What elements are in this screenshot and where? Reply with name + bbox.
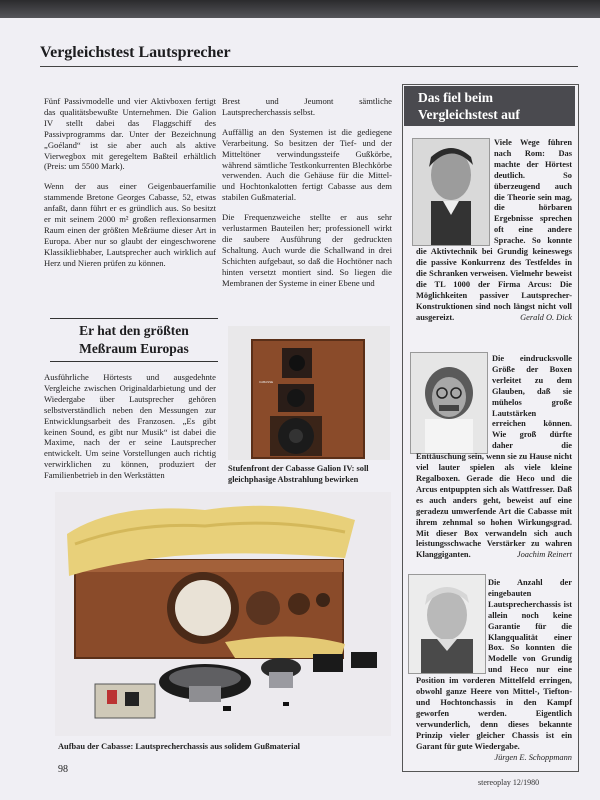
sidebar-entry-3 xyxy=(416,578,572,763)
article-column-2 xyxy=(222,96,392,298)
svg-text:CABASSE: CABASSE xyxy=(259,380,274,384)
page-title: Vergleichstest Lautsprecher xyxy=(40,44,231,61)
subheading: Er hat den größten Meßraum Europas xyxy=(50,318,218,362)
author-signature: Jürgen E. Schoppmann xyxy=(494,752,572,762)
paragraph: Brest und Jeumont sämtliche Lautsprecherchassis selbst. xyxy=(222,96,392,117)
author-signature: Joachim Reinert xyxy=(516,550,572,560)
magazine-issue: stereoplay 12/1980 xyxy=(478,778,540,787)
speaker-front-photo xyxy=(228,326,390,460)
disassembled-speaker-illustration xyxy=(55,492,391,736)
entry-text: Viele Wege führen nach Rom: Das machte der Hörtest deutlich. So überzeugend auch die Theorie sein mag, die hörbaren Ergebnisse sprechen oft eine andere Sprache. So konnte die Aktivtechnik bei Grundig keineswegs die passive Konkurrenz des Testfeldes in die Schranken verweisen. Vielmehr beweist die TL 1000 der Firma Arcus: Die Möglichkeiten passiver Lautsprecher-Konstruktionen sind noch längst nicht voll ausgereizt. xyxy=(416,138,572,322)
paragraph: Ausführliche Hörtests und ausgedehnte Vergleiche zwischen Originaldarbietung und der Wiedergabe über Lautsprecher gehören selbstverständlich neben den Messungen zur Entwicklungsarbeit des Franzosen. „Es gibt keinen Sound, es gibt nur Musik“ ist dabei die Maxime, nach der er seine Lautsprecher entwickelt. Um seine Vorstellungen auch richtig verwirklichen zu können, produziert der Familienbetrieb in den Werkstätten xyxy=(44,372,216,481)
paragraph: Die Frequenzweiche stellte er aus sehr verlustarmen Bauteilen her; professionell wirkt die saubere Ausführung der gedruckten Schaltung. Auch wurde die Schallwand in drei Schichten aufgebaut, so daß die Hochtöner nach hinten versetzt montiert sind. So liegen die Membranen der Systeme in einer Ebene und xyxy=(222,212,392,288)
author-signature: Gerald O. Dick xyxy=(520,312,572,322)
title-rule xyxy=(40,66,578,67)
sidebar-title: Das fiel beim Vergleichstest auf xyxy=(404,86,575,126)
paragraph: Auffällig an den Systemen ist die gediegene Verarbeitung. So besitzen der Tief- und der Mitteltöner verwindungssteife Gußkörbe, während sämtliche Testkonkurrenten Blechkörbe verwenden. Auch die Gehäuse für die Mittel- und Hochtonkalotten fertigt Cabasse aus dem stabilen Gußmaterial. xyxy=(222,126,392,203)
photo-caption-bottom: Aufbau der Cabasse: Lautsprecherchassis aus solidem Gußmaterial xyxy=(58,742,300,751)
construction-photo xyxy=(55,492,391,736)
article-column-1-lower xyxy=(44,372,216,490)
sidebar-entry-1 xyxy=(416,138,572,323)
page-number: 98 xyxy=(58,764,68,775)
article-column-1 xyxy=(44,96,216,278)
speaker-front-illustration xyxy=(228,326,390,460)
sidebar-entry-2 xyxy=(416,354,572,561)
photo-caption: Stufenfront der Cabasse Galion IV: soll gleichphasige Abstrahlung bewirken xyxy=(228,464,369,484)
page-top-shadow xyxy=(0,0,600,18)
entry-text: Die Anzahl der eingebauten Lautsprecherchassis ist allein noch keine Garantie für die Klangqualität einer Box. So konnten die Modelle von Grundig und Heco nur eine Position im vorderen Mittelfeld erringen, obwohl ganze Heere von Mittel-, Tiefton- und Hochtonchassis in den Kampf geworfen werden. Eigentlich verwunderlich, denn dieses bekannte Prinzip vieler gleicher Chassis ist ein Garant für gute Wiedergabe. xyxy=(416,578,572,751)
paragraph: Wenn der aus einer Geigenbauerfamilie stammende Bretone Georges Cabasse, 52, etwas anfaßt, dann führt er es gründlich aus. So besitzt er mit seinem 2000 m² großen reflexionsarmen Raum einen der größten Meßräume dieser Art in Europa. Aber nur so glaubt der eingeschworene Klassikliebhaber, Lautsprecher auch wirklich auf Herz und Nieren prüfen zu können. xyxy=(44,181,216,268)
paragraph: Fünf Passivmodelle und vier Aktivboxen fertigt das qualitätsbewußte Unternehmen. Die Galion IV stellt dabei das Flaggschiff des Passivprogramms dar. Unter der Bezeichnung „Goéland“ ist sie aber auch als aktive Vierwegbox mit geregeltem Baßteil erhältlich (Preis: um 5500 Mark). xyxy=(44,96,216,172)
entry-text: Die eindrucksvolle Größe der Boxen verleitet zu dem Glauben, daß sie mühelos große Lautstärken erreichen können. Wie groß dürfte daher die Enttäuschung sein, wenn sie zu Hause nicht viel lauter spielen als viele kleine Regalboxen. Gerade die Heco und die Arcus entpuppten sich als Wattfresser. Daß es auch anders geht, beweist auf eine geradezu umwerfende Art die Cabasse mit ihrem zehnmal so hohen Wirkungsgrad. Mit dieser Box verwandeln sich auch leistungsschwache Verstärker zu wahren Klanggiganten. xyxy=(416,354,572,560)
